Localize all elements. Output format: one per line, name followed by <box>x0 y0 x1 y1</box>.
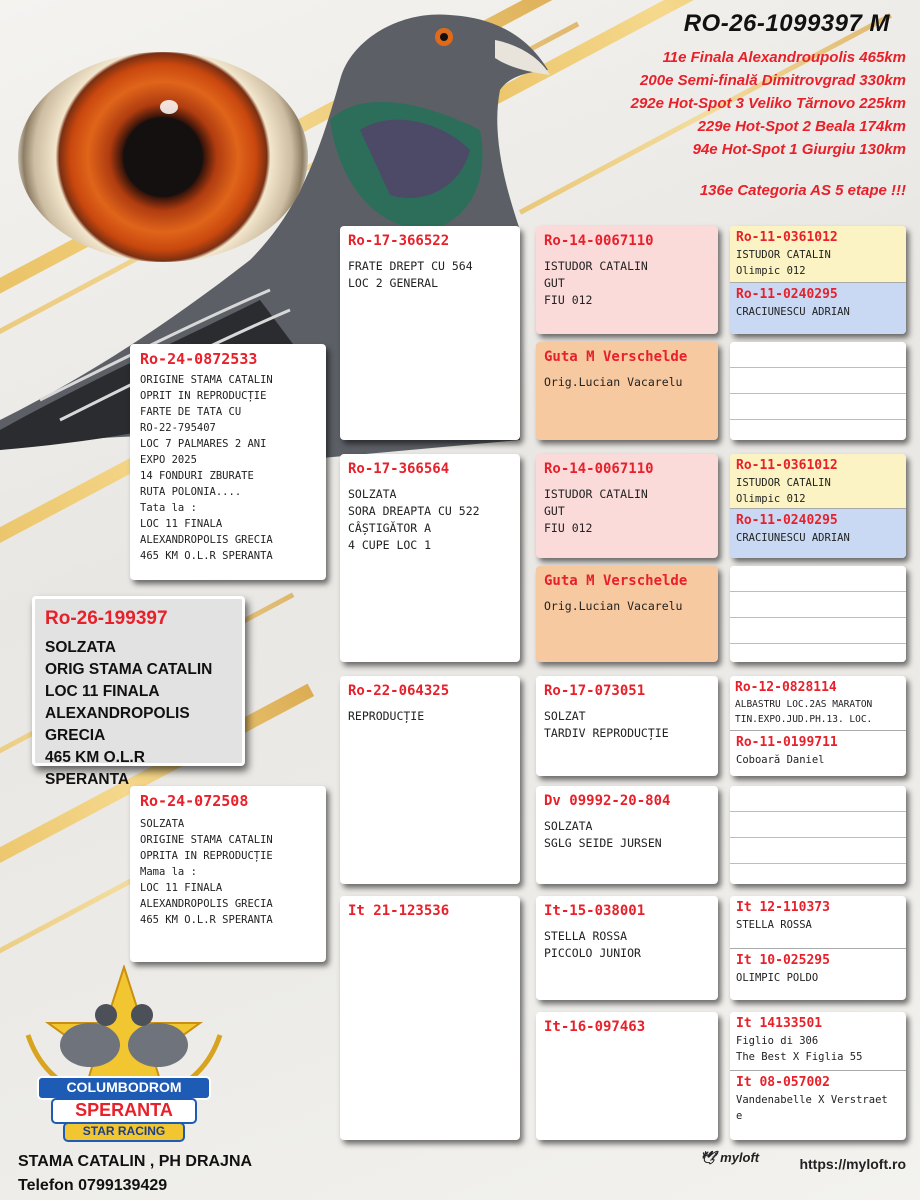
gen3-ring: Guta M Verschelde <box>544 573 688 589</box>
gen3-card <box>536 454 718 558</box>
owner-name: STAMA CATALIN , PH DRAJNA <box>18 1153 253 1170</box>
gen3-line: Orig.Lucian Vacarelu <box>544 599 683 613</box>
gen3-card <box>536 896 718 1000</box>
columbodrom-logo <box>18 965 230 1145</box>
gen3-card <box>536 226 718 334</box>
logo-line3: STAR RACING <box>82 1124 166 1138</box>
gen3-card <box>536 342 718 440</box>
gen3-line: PICCOLO JUNIOR <box>544 946 641 960</box>
sire-ring: Ro-24-0872533 <box>140 350 258 368</box>
gen3-card <box>536 676 718 776</box>
result-line: 94e Hot-Spot 1 Giurgiu 130km <box>692 141 906 158</box>
gen2-ring: It 21-123536 <box>348 903 450 919</box>
sire-line: Tata la : <box>140 502 197 514</box>
sire-line: EXPO 2025 <box>140 454 197 466</box>
dam-ring: Ro-24-072508 <box>140 792 249 810</box>
gen4-ring: It 08-057002 <box>736 1075 830 1090</box>
dam-line: LOC 11 FINALA <box>140 882 223 894</box>
dam-line: OPRITA IN REPRODUCȚIE <box>140 850 273 862</box>
gen4-line: OLIMPIC POLDO <box>736 972 819 984</box>
gen4-card <box>730 896 906 1000</box>
sire-line: ALEXANDROPOLIS GRECIA <box>140 534 273 546</box>
subject-ring: Ro-26-199397 <box>45 608 168 629</box>
gen2-ring: Ro-22-064325 <box>348 683 450 699</box>
gen4-card-empty <box>730 342 906 440</box>
owner-phone: Telefon 0799139429 <box>18 1177 168 1194</box>
gen4-sire <box>730 454 906 508</box>
gen4-line: Olimpic 012 <box>736 265 806 277</box>
gen3-line: ISTUDOR CATALIN <box>544 487 648 501</box>
gen2-card <box>340 454 520 662</box>
gen2-line: REPRODUCȚIE <box>348 709 425 723</box>
gen3-line: GUT <box>544 504 565 518</box>
subject-line: LOC 11 FINALA <box>45 683 160 700</box>
eye-glint <box>160 100 178 114</box>
gen4-ring: Ro-11-0199711 <box>736 735 838 750</box>
gen2-line: LOC 2 GENERAL <box>348 276 439 290</box>
sire-line: RUTA POLONIA.... <box>140 486 242 498</box>
gen3-ring: Dv 09992-20-804 <box>544 793 671 809</box>
result-line: 229e Hot-Spot 2 Beala 174km <box>697 118 906 135</box>
pedigree-title-ring: RO-26-1099397 M <box>683 10 890 37</box>
gen4-dam <box>730 282 906 334</box>
gen4-ring: It 10-025295 <box>736 953 830 968</box>
gen4-line: STELLA ROSSA <box>736 919 812 931</box>
pigeon-eye-closeup <box>18 52 308 262</box>
sire-line: OPRIT IN REPRODUCȚIE <box>140 390 267 402</box>
gen4-sire <box>730 896 906 948</box>
gen4-line: Olimpic 012 <box>736 493 806 505</box>
gen4-dam <box>730 508 906 558</box>
gen3-line: SOLZAT <box>544 709 586 723</box>
gen3-line: Orig.Lucian Vacarelu <box>544 375 683 389</box>
gen4-line: Figlio di 306 <box>736 1035 819 1047</box>
gen3-ring: It-15-038001 <box>544 903 646 919</box>
result-line: 200e Semi-finală Dimitrovgrad 330km <box>640 72 906 89</box>
dam-line: 465 KM O.L.R SPERANTA <box>140 914 273 926</box>
owner-info <box>18 1150 252 1198</box>
logo-line2: SPERANTA <box>75 1100 173 1120</box>
gen4-line: ISTUDOR CATALIN <box>736 477 831 489</box>
gen2-card <box>340 896 520 1140</box>
sire-line: LOC 11 FINALA <box>140 518 223 530</box>
subject-card <box>32 596 245 788</box>
gen2-line: 4 CUPE LOC 1 <box>348 538 432 552</box>
sire-line: RO-22-795407 <box>140 422 216 434</box>
gen4-line: TIN.EXPO.JUD.PH.13. LOC. <box>735 714 873 725</box>
gen3-ring: Guta M Verschelde <box>544 349 688 365</box>
gen3-line: ISTUDOR CATALIN <box>544 259 648 273</box>
results-list <box>631 46 906 161</box>
gen4-sire <box>730 676 906 730</box>
subject-line: ALEXANDROPOLIS GRECIA <box>45 705 190 744</box>
dam-line: SOLZATA <box>140 818 185 830</box>
gen2-line: CÂȘTIGĂTOR A <box>348 521 432 535</box>
gen4-ring: Ro-11-0361012 <box>736 230 838 245</box>
dam-card <box>130 786 326 962</box>
gen4-dam <box>730 1070 906 1140</box>
sire-line: 14 FONDURI ZBURATE <box>140 470 254 482</box>
result-line: 292e Hot-Spot 3 Veliko Tărnovo 225km <box>630 95 906 112</box>
gen2-ring: Ro-17-366522 <box>348 233 450 249</box>
dam-line: ALEXANDROPOLIS GRECIA <box>140 898 273 910</box>
gen3-card <box>536 786 718 884</box>
logo-line1: COLUMBODROM <box>66 1079 182 1095</box>
gen2-line: SOLZATA <box>348 487 397 501</box>
gen3-line: FIU 012 <box>544 293 593 307</box>
gen4-line: ISTUDOR CATALIN <box>736 249 831 261</box>
gen4-line: The Best X Figlia 55 <box>736 1051 863 1063</box>
gen4-card <box>730 454 906 558</box>
dam-line: Mama la : <box>140 866 197 878</box>
sire-line: 465 KM O.L.R SPERANTA <box>140 550 273 562</box>
result-line: 11e Finala Alexandroupolis 465km <box>662 49 906 66</box>
gen4-line: CRACIUNESCU ADRIAN <box>736 532 850 544</box>
gen4-line: Vandenabelle X Verstraet <box>736 1094 888 1106</box>
gen4-ring: It 12-110373 <box>736 900 830 915</box>
gen4-card-empty <box>730 566 906 662</box>
sire-card <box>130 344 326 580</box>
subject-line: SOLZATA <box>45 639 116 656</box>
pigeon-icon: 🕊 <box>700 1150 717 1165</box>
gen2-line: SORA DREAPTA CU 522 <box>348 504 480 518</box>
gen4-card <box>730 226 906 334</box>
gen4-dam <box>730 948 906 1000</box>
gen4-ring: Ro-11-0361012 <box>736 458 838 473</box>
gen3-ring: Ro-17-073051 <box>544 683 646 699</box>
gen4-ring: Ro-11-0240295 <box>736 513 838 528</box>
gen4-dam <box>730 730 906 776</box>
myloft-label: myloft <box>720 1150 760 1165</box>
sire-line: ORIGINE STAMA CATALIN <box>140 374 273 386</box>
gen3-card <box>536 1012 718 1140</box>
sire-line: LOC 7 PALMARES 2 ANI <box>140 438 267 450</box>
gen3-line: SGLG SEIDE JURSEN <box>544 836 662 850</box>
gen2-card <box>340 226 520 440</box>
sire-line: FARTE DE TATA CU <box>140 406 242 418</box>
gen3-card <box>536 566 718 662</box>
gen3-ring: Ro-14-0067110 <box>544 233 654 249</box>
gen4-line: e <box>736 1110 743 1122</box>
subject-line: 465 KM O.L.R SPERANTA <box>45 749 145 788</box>
gen4-card-empty <box>730 786 906 884</box>
gen4-card <box>730 676 906 776</box>
gen3-line: TARDIV REPRODUCȚIE <box>544 726 669 740</box>
gen4-ring: Ro-11-0240295 <box>736 287 838 302</box>
category-result: 136e Categoria AS 5 etape !!! <box>699 182 906 199</box>
gen3-ring: Ro-14-0067110 <box>544 461 654 477</box>
dam-line: ORIGINE STAMA CATALIN <box>140 834 273 846</box>
gen4-line: CRACIUNESCU ADRIAN <box>736 306 850 318</box>
gen3-line: GUT <box>544 276 565 290</box>
gen4-ring: It 14133501 <box>736 1016 823 1031</box>
gen4-ring: Ro-12-0828114 <box>735 680 837 695</box>
gen3-line: STELLA ROSSA <box>544 929 628 943</box>
gen3-ring: It-16-097463 <box>544 1019 646 1035</box>
website-link[interactable]: https://myloft.ro <box>799 1156 906 1172</box>
gen4-sire <box>730 1012 906 1070</box>
gen2-line: FRATE DREPT CU 564 <box>348 259 473 273</box>
gen4-line: ALBASTRU LOC.2AS MARATON <box>735 699 873 710</box>
subject-line: ORIG STAMA CATALIN <box>45 661 213 678</box>
gen4-card <box>730 1012 906 1140</box>
myloft-brand <box>700 1150 759 1166</box>
gen2-ring: Ro-17-366564 <box>348 461 450 477</box>
gen4-line: Coboară Daniel <box>736 754 825 766</box>
gen4-sire <box>730 226 906 282</box>
gen3-line: FIU 012 <box>544 521 593 535</box>
gen3-line: SOLZATA <box>544 819 593 833</box>
gen2-card <box>340 676 520 884</box>
